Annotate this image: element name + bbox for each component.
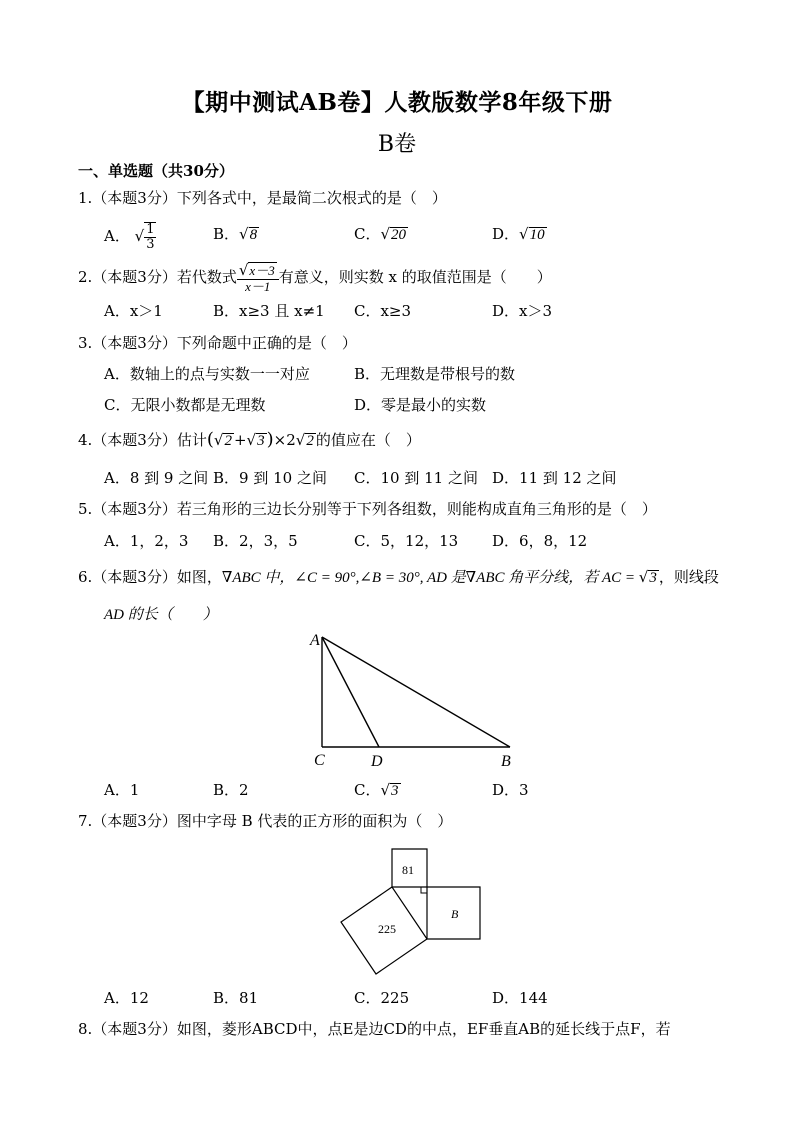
question-6-option-b: B．2 (213, 781, 249, 799)
question-5-stem: 5.（本题3分）若三角形的三边长分别等于下列各组数，则能构成直角三角形的是（ ） (78, 500, 657, 518)
question-1-stem: 1.（本题3分）下列各式中，是最简二次根式的是（ ） (78, 189, 447, 207)
question-3-option-d: D．零是最小的实数 (354, 396, 487, 414)
question-7-option-c: C．225 (354, 989, 410, 1007)
question-5-option-d: D．6，8，12 (492, 532, 588, 550)
triangle-figure (300, 625, 530, 775)
question-1-option-c: C．√20 (354, 225, 407, 243)
question-5-option-a: A．1，2，3 (104, 532, 189, 550)
vertex-label-b: B (501, 753, 511, 770)
question-4-stem: 4.（本题3分）估计(√2 +√3 )×2√2 的值应在（ ） (78, 429, 421, 450)
question-6-option-a: A．1 (104, 781, 140, 799)
square-label-81: 81 (402, 863, 414, 877)
square-label-225: 225 (378, 922, 396, 936)
vertex-label-c: C (314, 752, 325, 769)
question-3-option-a: A．数轴上的点与实数一一对应 (104, 365, 310, 383)
square-label-b: B (451, 907, 459, 921)
question-6-stem-line2: AD 的长（ ） (104, 607, 218, 623)
vertex-label-a: A (310, 632, 320, 649)
question-1-option-b: B．√8 (213, 225, 258, 243)
question-4-option-a: A．8 到 9 之间 (104, 469, 209, 487)
question-6-stem: 6.（本题3分）如图，∇ABC 中，∠C = 90°,∠B = 30°, AD 是∇ABC 角平分线，若 AC = √3 ，则线段 (78, 568, 719, 586)
question-3-stem: 3.（本题3分）下列命题中正确的是（ ） (78, 334, 357, 352)
question-3-option-b: B．无理数是带根号的数 (354, 365, 516, 383)
question-2-option-d: D．x＞3 (492, 302, 553, 320)
question-8-stem: 8.（本题3分）如图，菱形ABCD中，点E是边CD的中点，EF垂直AB的延长线于点F，若 (78, 1020, 671, 1038)
question-7-option-b: B．81 (213, 989, 259, 1007)
page-title: 【期中测试AB卷】人教版数学8年级下册 (181, 89, 613, 116)
question-7-option-d: D．144 (492, 989, 548, 1007)
question-3-option-c: C．无限小数都是无理数 (104, 396, 266, 414)
question-2-option-b: B．x≥3 且 x≠1 (213, 302, 325, 320)
question-2-option-a: A．x＞1 (104, 302, 163, 320)
question-4-option-c: C．10 到 11 之间 (354, 469, 478, 487)
question-7-option-a: A．12 (104, 989, 149, 1007)
question-4-option-b: B．9 到 10 之间 (213, 469, 327, 487)
question-6-option-d: D．3 (492, 781, 529, 799)
vertex-label-d: D (371, 753, 383, 770)
question-6-option-c: C．√3 (354, 781, 399, 799)
question-1-option-a: A． √ $\frac{1}{3}$ (104, 222, 155, 252)
question-2-option-c: C．x≥3 (354, 302, 412, 320)
question-4-option-d: D．11 到 12 之间 (492, 469, 617, 487)
question-7-stem: 7.（本题3分）图中字母 B 代表的正方形的面积为（ ） (78, 812, 453, 830)
question-1-option-d: D．√10 (492, 225, 545, 243)
question-2-stem: 2.（本题3分）若代数式 $\frac{√x-3}{x-1}$ 有意义，则实数 x 的取值范围是（ ） (78, 261, 552, 294)
squares-figure (335, 845, 490, 980)
question-5-option-b: B．2，3，5 (213, 532, 298, 550)
page-subtitle: B卷 (377, 132, 417, 157)
question-5-option-c: C．5，12，13 (354, 532, 459, 550)
section-heading: 一、单选题（共30分） (78, 162, 234, 180)
